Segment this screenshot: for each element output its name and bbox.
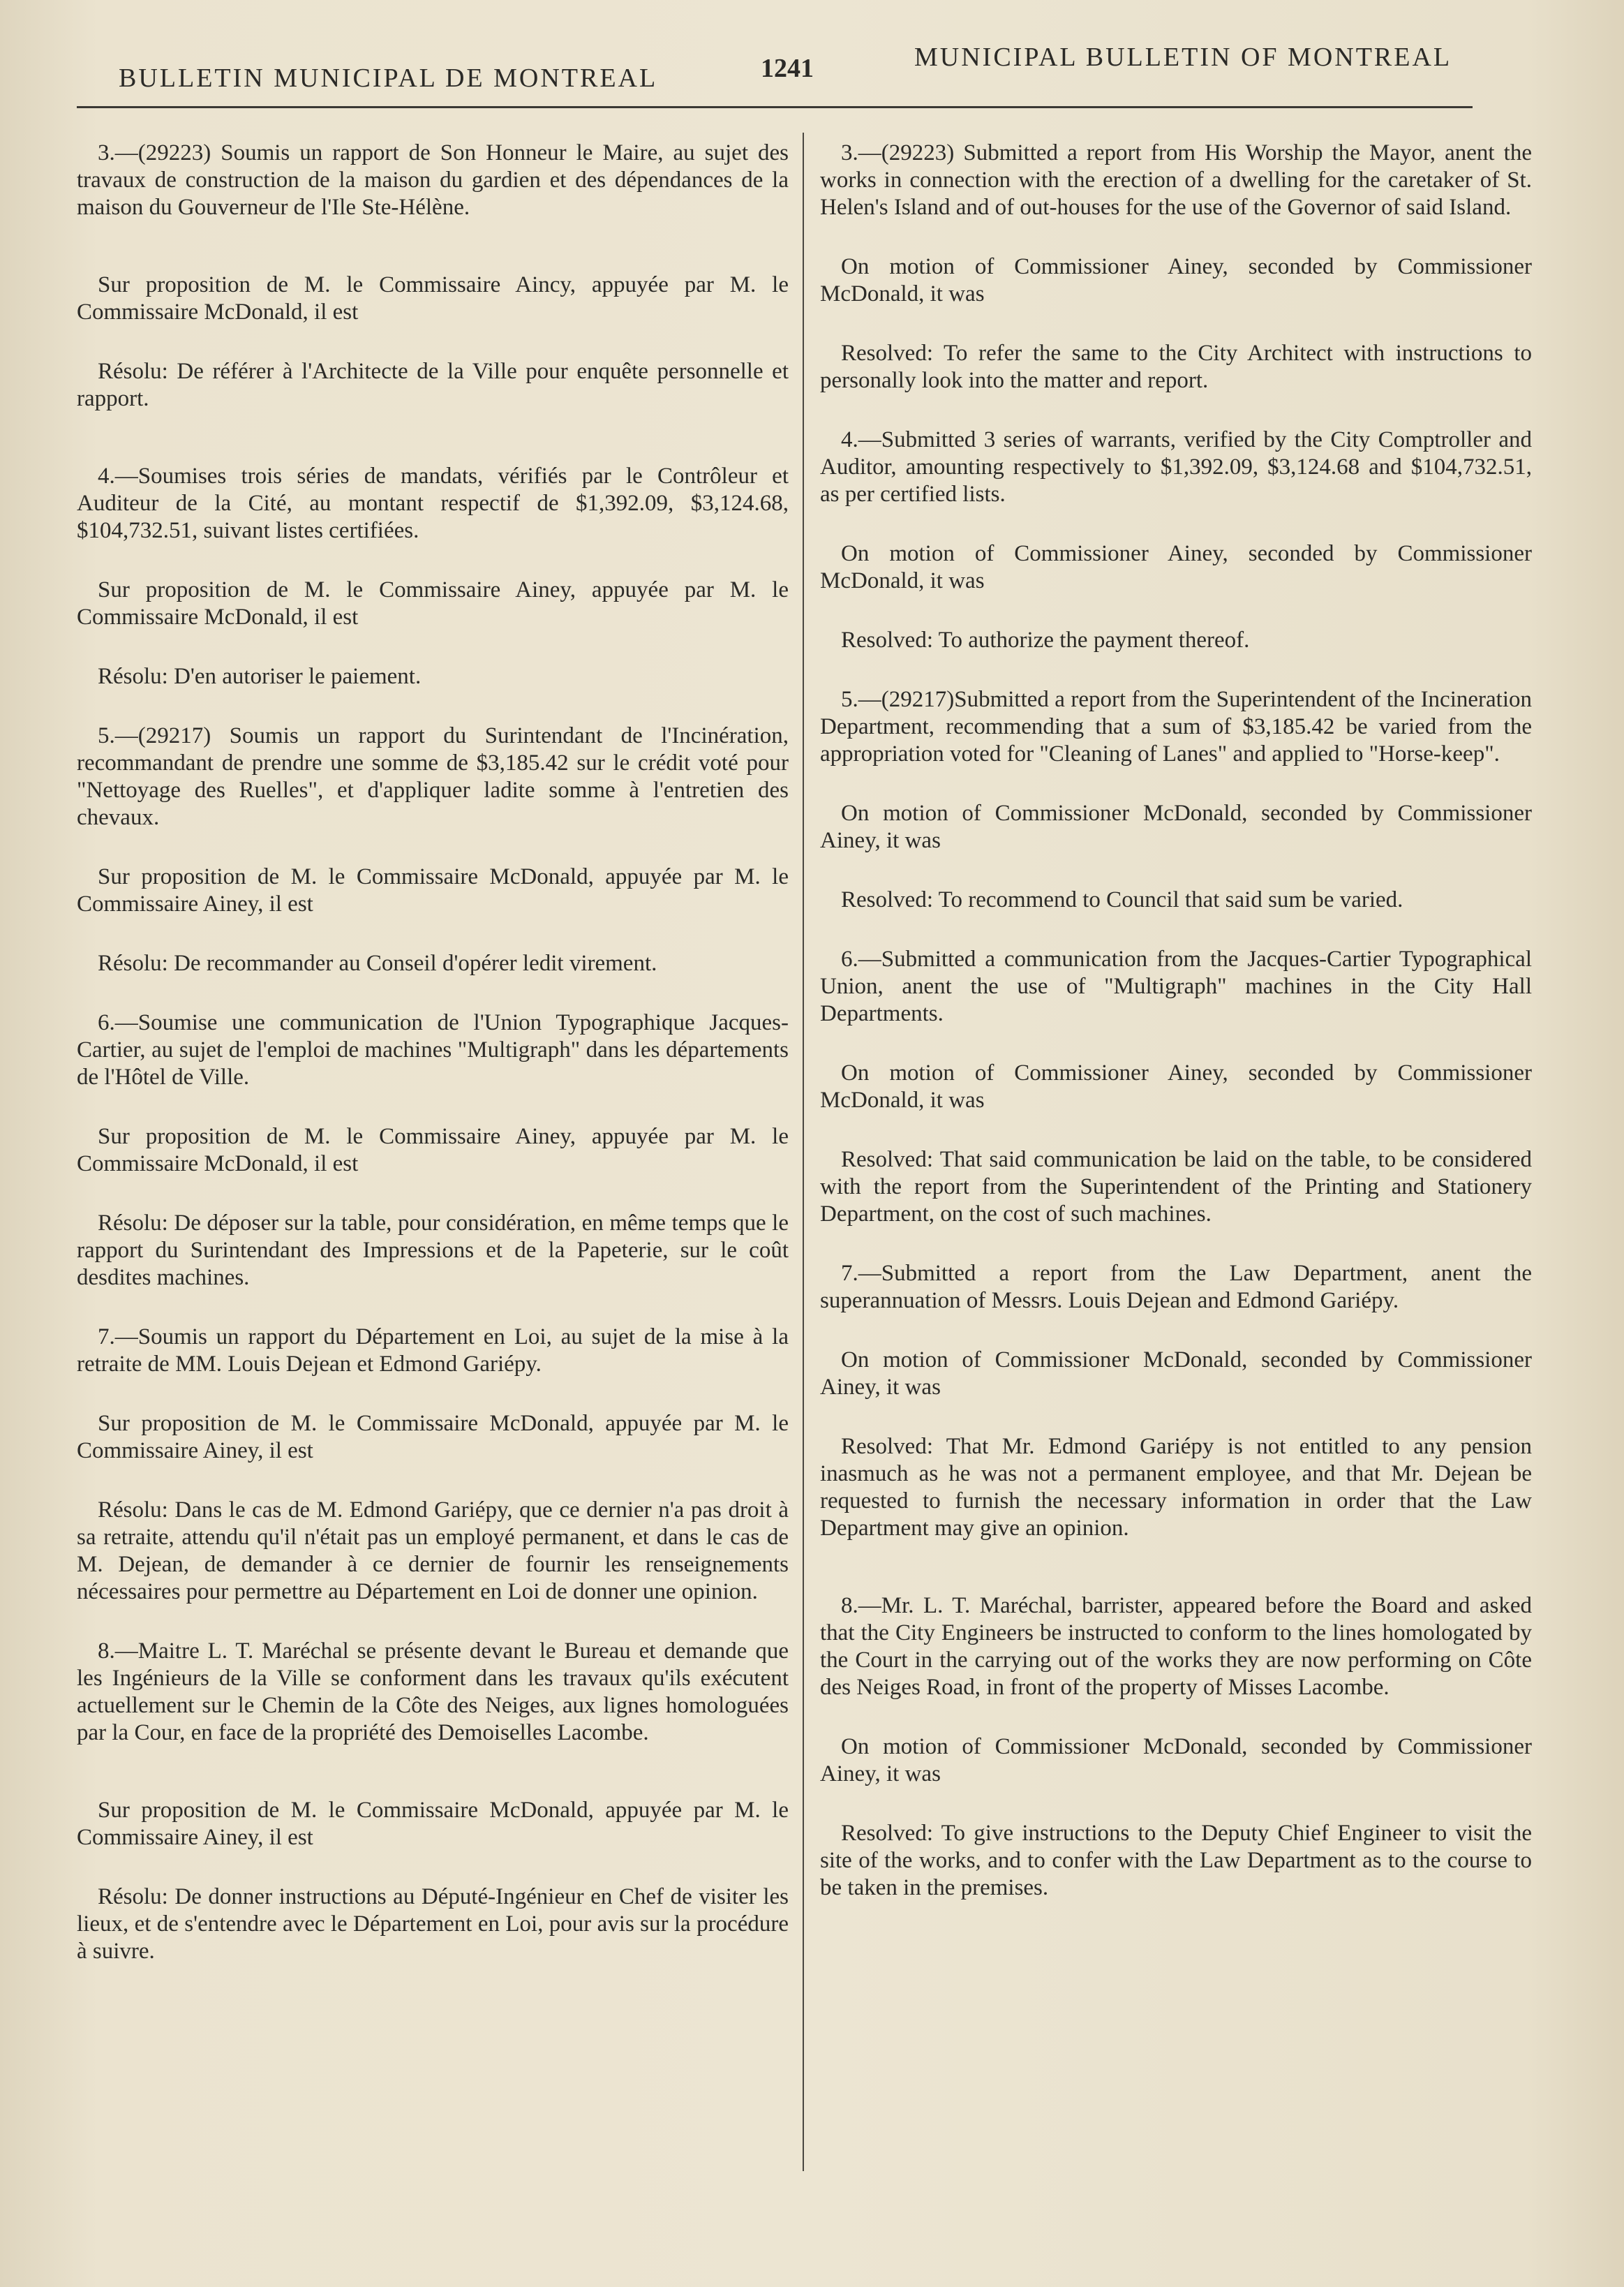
- en-item-8-motion: On motion of Commissioner McDonald, seconded by Commissioner Ainey, it was: [820, 1734, 1532, 1786]
- en-item-3-motion: On motion of Commissioner Ainey, seconded by Commissioner McDonald, it was: [820, 254, 1532, 306]
- header-rule: [77, 106, 1473, 108]
- fr-item-5-motion: Sur proposition de M. le Commissaire McDonald, appuyée par M. le Commissaire Ainey, il est: [77, 864, 789, 917]
- fr-item-7-motion: Sur proposition de M. le Commissaire McDonald, appuyée par M. le Commissaire Ainey, il est: [77, 1411, 789, 1463]
- fr-item-8-resolution: Résolu: De donner instructions au Député-Ingénieur en Chef de visiter les lieux, et de s'entendre avec le Département en Loi, pour avis sur la procédure à suivre.: [77, 1884, 789, 1964]
- fr-item-4-warrants: 4.—Soumises trois séries de mandats, vérifiés par le Contrôleur et Auditeur de la Cité, au montant respectif de $1,392.09, $3,124.68, $104,732.51, suivant listes certifiées.: [77, 464, 789, 543]
- en-item-6-resolution: Resolved: That said communication be laid on the table, to be considered with the report from the Superintendent of the Printing and Stationery Department, on the cost of such machines.: [820, 1147, 1532, 1227]
- header-title-english: MUNICIPAL BULLETIN OF MONTREAL: [914, 43, 1452, 72]
- fr-item-3-motion: Sur proposition de M. le Commissaire Aincy, appuyée par M. le Commissaire McDonald, il est: [77, 272, 789, 325]
- fr-item-3-resolution: Résolu: De référer à l'Architecte de la Ville pour enquête personnelle et rapport.: [77, 359, 789, 411]
- en-item-7-report: 7.—Submitted a report from the Law Department, anent the superannuation of Messrs. Louis Dejean and Edmond Gariépy.: [820, 1261, 1532, 1313]
- fr-item-7-report: 7.—Soumis un rapport du Département en Loi, au sujet de la mise à la retraite de MM. Louis Dejean et Edmond Gariépy.: [77, 1324, 789, 1377]
- english-column: [820, 140, 1532, 1934]
- en-item-6-communication: 6.—Submitted a communication from the Jacques-Cartier Typographical Union, anent the use of "Multigraph" machines in the City Hall Departments.: [820, 947, 1532, 1026]
- en-item-6-motion: On motion of Commissioner Ainey, seconded by Commissioner McDonald, it was: [820, 1060, 1532, 1113]
- en-item-5-report: 5.—(29217)Submitted a report from the Superintendent of the Incineration Department, recommending that a sum of $3,185.42 be varied from the appropriation voted for "Cleaning of Lanes" and applied to "Horse-keep".: [820, 687, 1532, 767]
- fr-item-5-resolution: Résolu: De recommander au Conseil d'opérer ledit virement.: [98, 951, 657, 976]
- en-item-5-motion: On motion of Commissioner McDonald, seconded by Commissioner Ainey, it was: [820, 801, 1532, 853]
- page-number: 1241: [761, 54, 814, 83]
- fr-item-6-motion: Sur proposition de M. le Commissaire Ainey, appuyée par M. le Commissaire McDonald, il est: [77, 1124, 789, 1176]
- fr-item-6-communication: 6.—Soumise une communication de l'Union Typographique Jacques-Cartier, au sujet de l'emploi de machines "Multigraph" dans les départements de l'Hôtel de Ville.: [77, 1010, 789, 1090]
- fr-item-5-report: 5.—(29217) Soumis un rapport du Surintendant de l'Incinération, recommandant de prendre une somme de $3,185.42 sur le crédit voté pour "Nettoyage des Ruelles", et d'appliquer ladite somme à l'entretien des chevaux.: [77, 723, 789, 830]
- fr-item-7-resolution: Résolu: Dans le cas de M. Edmond Gariépy, que ce dernier n'a pas droit à sa retraite, attendu qu'il n'était pas un employé permanent, et dans le cas de M. Dejean, de demander à ce dernier de fournir les renseignements nécessaires pour permettre au Département en Loi de donner une opinion.: [77, 1497, 789, 1604]
- en-item-3-resolution: Resolved: To refer the same to the City Architect with instructions to personally look into the matter and report.: [820, 341, 1532, 393]
- fr-item-3-report: 3.—(29223) Soumis un rapport de Son Honneur le Maire, au sujet des travaux de construction de la maison du gardien et des dépendances de la maison du Gouverneur de l'Ile Ste-Hélène.: [77, 140, 789, 220]
- en-item-7-resolution: Resolved: That Mr. Edmond Gariépy is not entitled to any pension inasmuch as he was not a permanent employee, and that Mr. Dejean be requested to furnish the necessary information in order that the Law Department may give an opinion.: [820, 1434, 1532, 1541]
- fr-item-4-resolution: Résolu: D'en autoriser le paiement.: [98, 664, 422, 689]
- en-item-4-warrants: 4.—Submitted 3 series of warrants, verified by the City Comptroller and Auditor, amounting respectively to $1,392.09, $3,124.68 and $104,732.51, as per certified lists.: [820, 427, 1532, 507]
- en-item-7-motion: On motion of Commissioner McDonald, seconded by Commissioner Ainey, it was: [820, 1347, 1532, 1400]
- en-item-4-resolution: Resolved: To authorize the payment thereof.: [841, 628, 1250, 653]
- en-item-8-request: 8.—Mr. L. T. Maréchal, barrister, appeared before the Board and asked that the City Engineers be instructed to conform to the lines homologated by the Court in the carrying out of the works they are now performing on Côte des Neiges Road, in front of the property of Misses Lacombe.: [820, 1593, 1532, 1700]
- fr-item-8-motion: Sur proposition de M. le Commissaire McDonald, appuyée par M. le Commissaire Ainey, il est: [77, 1798, 789, 1850]
- en-item-4-motion: On motion of Commissioner Ainey, seconded by Commissioner McDonald, it was: [820, 541, 1532, 593]
- column-divider: [803, 133, 804, 2171]
- french-column: [77, 140, 789, 1997]
- fr-item-6-resolution: Résolu: De déposer sur la table, pour considération, en même temps que le rapport du Surintendant des Impressions et de la Papeterie, sur le coût desdites machines.: [77, 1211, 789, 1290]
- fr-item-8-request: 8.—Maitre L. T. Maréchal se présente devant le Bureau et demande que les Ingénieurs de la Ville se conforment dans les travaux qu'ils exécutent actuellement sur le Chemin de la Côte des Neiges, aux lignes homologuées par la Cour, en face de la propriété des Demoiselles Lacombe.: [77, 1638, 789, 1745]
- fr-item-4-motion: Sur proposition de M. le Commissaire Ainey, appuyée par M. le Commissaire McDonald, il est: [77, 577, 789, 630]
- en-item-3-report: 3.—(29223) Submitted a report from His Worship the Mayor, anent the works in connection with the erection of a dwelling for the caretaker of St. Helen's Island and of out-houses for the use of the Governor of said Island.: [820, 140, 1532, 220]
- en-item-5-resolution: Resolved: To recommend to Council that said sum be varied.: [841, 887, 1403, 912]
- en-item-8-resolution: Resolved: To give instructions to the Deputy Chief Engineer to visit the site of the works, and to confer with the Law Department as to the course to be taken in the premises.: [820, 1821, 1532, 1900]
- page-header: [77, 28, 1480, 105]
- header-title-french: BULLETIN MUNICIPAL DE MONTREAL: [119, 64, 658, 93]
